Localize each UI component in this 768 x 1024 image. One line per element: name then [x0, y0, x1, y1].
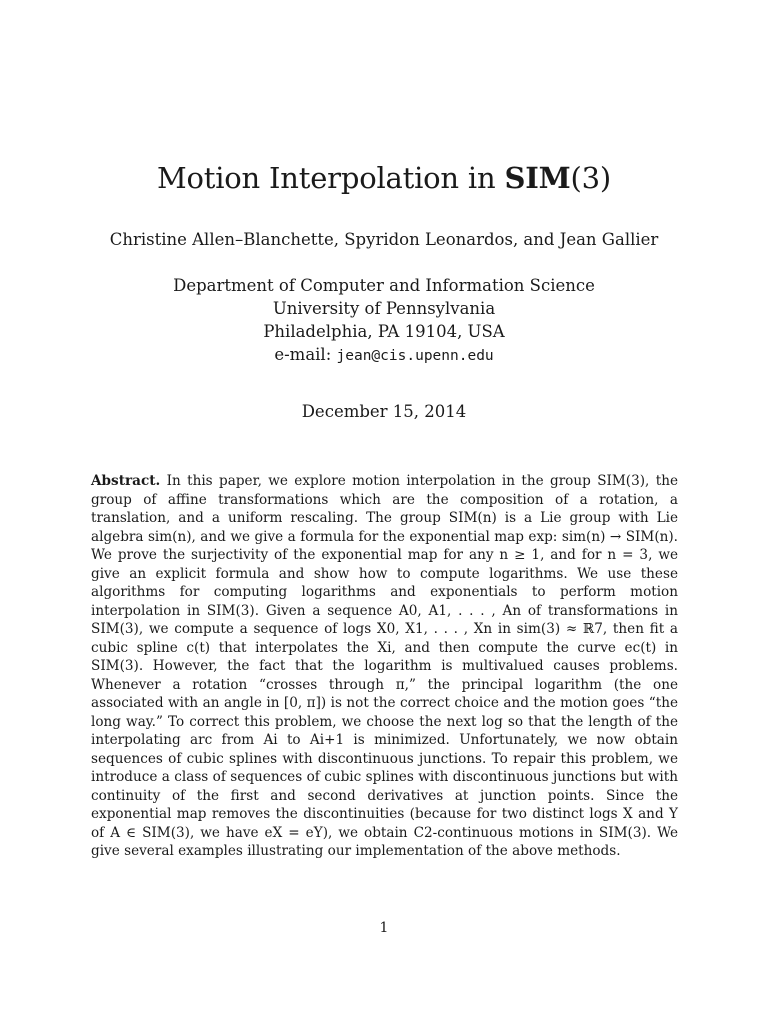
abstract-text: In this paper, we explore motion interpolation in the group SIM(3), the group of affine transformations which are the composition of a rotation, a translation, and a uniform rescaling. The group SIM(n) is a Lie group with Lie algebra sim(n), and we give a formula for the exponential map exp: sim(n) → SIM(n). We prove the surjectivity of the exponential map for any n ≥ 1, and for n = 3, we give an explicit formula and show how to compute logarithms. We use these algorithms for computing logarithms and exponentials to perform motion interpolation in SIM(3). Given a sequence A0, A1, . . . , An of transformations in SIM(3), we compute a sequence of logs X0, X1, . . . , Xn in sim(3) ≈ ℝ7, then fit a cubic spline c(t) that interpolates the Xi, and then compute the curve ec(t) in SIM(3). However, the fact that the logarithm is multivalued causes problems. Whenever a rotation “crosses through π,” the principal logarithm (the one associated with an angle in [0, π]) is not the correct choice and the motion goes “the long way.” To correct this problem, we choose the next log so that the length of the interpolating arc from Ai to Ai+1 is minimized. Unfortunately, we now obtain sequences of cubic splines with discontinuous junctions. To repair this problem, we introduce a class of sequences of cubic splines with discontinuous junctions but with continuity of the first and second derivatives at junction points. Since the exponential map removes the discontinuities (because for two distinct logs X and Y of A ∈ SIM(3), we have eX = eY), we obtain C2-continuous motions in SIM(3). We give several examples illustrating our implementation of the above methods. [91, 473, 678, 859]
email-line [0, 343, 768, 368]
authors: Christine Allen–Blanchette, Spyridon Leonardos, and Jean Gallier [109, 230, 659, 249]
paper-title [0, 158, 768, 198]
affiliation [0, 274, 768, 368]
date: December 15, 2014 [301, 402, 467, 421]
email-label: e-mail: [274, 345, 337, 364]
university: University of Pennsylvania [272, 299, 496, 318]
address: Philadelphia, PA 19104, USA [263, 322, 505, 341]
abstract [91, 472, 678, 861]
email-address: jean@cis.upenn.edu [336, 348, 494, 364]
title-group: SIM [504, 161, 571, 195]
abstract-label: Abstract. [91, 473, 161, 489]
title-arg: (3) [570, 161, 611, 195]
page-number: 1 [379, 920, 389, 936]
title-prefix: Motion Interpolation in [157, 161, 505, 195]
department: Department of Computer and Information Science [173, 276, 595, 295]
